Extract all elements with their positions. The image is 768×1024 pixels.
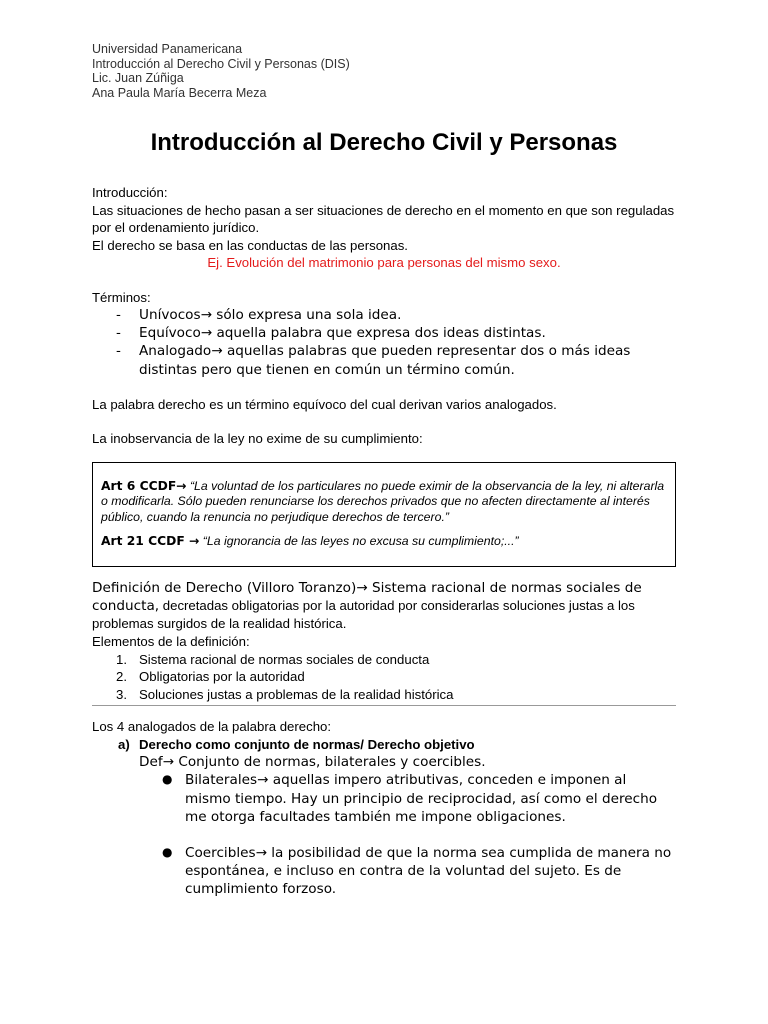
student-name: Ana Paula María Becerra Meza (92, 85, 267, 100)
list-item (92, 324, 676, 342)
definition-paragraph (92, 579, 676, 633)
article-6-text: “La voluntad de los particulares no puede eximir de la observancia de la ley, ni alterarla o modificarla. Sólo pueden renunciarse los derechos privados que no afecten directamente al interés público, cuando la renuncia no perjudique derechos de tercero.” (101, 478, 665, 524)
terms-list (92, 306, 676, 379)
dash-marker: - (116, 307, 121, 323)
definition-section (92, 579, 676, 706)
analogado-a-definition: Def→ Conjunto de normas, bilaterales y coercibles. (139, 754, 486, 771)
article-21 (101, 534, 667, 550)
definition-rest: decretadas obligatorias por la autoridad por considerarlas soluciones justas a los problemas surgidos de la realidad histórica. (92, 598, 635, 632)
document-header (92, 42, 676, 100)
number-marker: 1. (116, 651, 127, 667)
document-title: Introducción al Derecho Civil y Personas (150, 129, 618, 156)
term-analogado: Analogado→ aquellas palabras que pueden representar dos o más ideas distintas pero que tienen en común un término común. (139, 343, 631, 378)
list-item (92, 342, 676, 378)
intro-heading: Introducción: (92, 185, 168, 200)
article-6-label: Art 6 CCDF→ (101, 478, 187, 493)
list-item (92, 686, 676, 704)
analogado-a-title: Derecho como conjunto de normas/ Derecho objetivo (139, 736, 475, 752)
course-name: Introducción al Derecho Civil y Personas (DIS) (92, 56, 350, 71)
number-marker: 3. (116, 686, 127, 702)
term-equivoco: Equívoco→ aquella palabra que expresa dos ideas distintas. (139, 325, 546, 342)
definition-lead: Definición de Derecho (Villoro Toranzo)→ Sistema racional de normas sociales de conducta, (92, 579, 642, 615)
terms-heading: Términos: (92, 289, 151, 305)
bullet-marker: ● (162, 845, 173, 860)
bullet-marker: ● (162, 772, 173, 787)
intro-example: Ej. Evolución del matrimonio para personas del mismo sexo. (207, 255, 561, 270)
element-text: Soluciones justas a problemas de la realidad histórica (139, 686, 454, 702)
element-text: Obligatorias por la autoridad (139, 669, 305, 685)
equivoco-paragraph: La palabra derecho es un término equívoco del cual derivan varios analogados. (92, 396, 557, 412)
list-item (92, 771, 676, 826)
element-text: Sistema racional de normas sociales de conducta (139, 651, 430, 667)
intro-paragraph-2: El derecho se basa en las conductas de las personas. (92, 237, 408, 253)
terms-section (92, 289, 676, 379)
letter-marker: a) (118, 736, 130, 752)
term-univoco: Unívocos→ sólo expresa una sola idea. (139, 307, 402, 323)
dash-marker: - (116, 343, 121, 360)
elements-list (92, 651, 676, 704)
list-item (92, 306, 676, 324)
analogado-a-bullets (92, 771, 676, 898)
articles-box (92, 462, 676, 567)
number-marker: 2. (116, 669, 127, 685)
list-item (92, 651, 676, 669)
article-6 (101, 479, 667, 526)
inobservancia-paragraph: La inobservancia de la ley no exime de su cumplimiento: (92, 431, 423, 447)
article-21-text: “La ignorancia de las leyes no excusa su cumplimiento;...” (199, 534, 519, 549)
bullet-spacer (92, 826, 676, 844)
elements-heading: Elementos de la definición: (92, 634, 250, 650)
analogados-section (92, 718, 676, 898)
intro-paragraph-1: Las situaciones de hecho pasan a ser situaciones de derecho en el momento en que son reguladas por el ordenamiento jurídico. (92, 202, 675, 235)
dash-marker: - (116, 325, 121, 342)
bullet-coercibles: Coercibles→ la posibilidad de que la norma sea cumplida de manera no espontánea, e incluso en contra de la voluntad del sujeto. Es de cumplimiento forzoso. (185, 845, 672, 898)
teacher-name: Lic. Juan Zúñiga (92, 71, 184, 85)
article-21-label: Art 21 CCDF → (101, 534, 200, 549)
list-item (92, 668, 676, 686)
intro-section (92, 184, 676, 272)
analogados-heading: Los 4 analogados de la palabra derecho: (92, 719, 332, 735)
university-name: Universidad Panamericana (92, 42, 243, 56)
analogado-a (92, 736, 676, 754)
document-page (92, 42, 676, 899)
bullet-bilaterales: Bilaterales→ aquellas impero atributivas, conceden e imponen al mismo tiempo. Hay un principio de reciprocidad, así como el derecho me otorga facultades también me impone obligaciones. (185, 772, 658, 825)
list-item (92, 844, 676, 899)
